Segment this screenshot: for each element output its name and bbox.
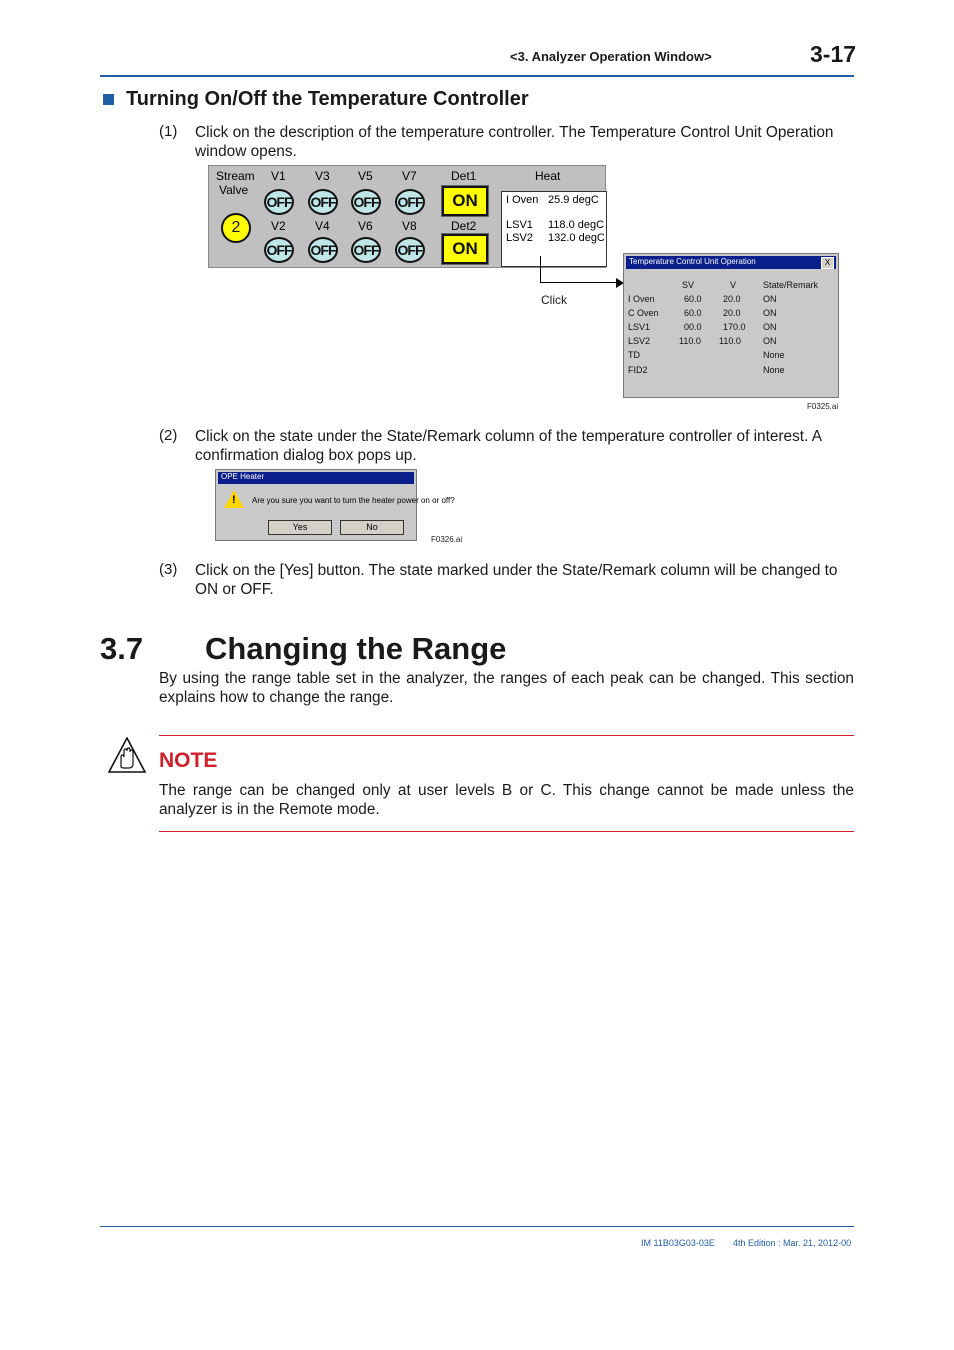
valve-label-v5: V5 [358, 169, 373, 183]
valve-v5-toggle[interactable]: OFF [351, 189, 381, 215]
heat-row-name: LSV2 [506, 232, 533, 244]
column-header: State/Remark [763, 280, 819, 290]
valve-v2-toggle[interactable]: OFF [264, 237, 294, 263]
valve-label: Valve [219, 183, 249, 197]
analyzer-control-panel [208, 165, 606, 268]
valve-v6-toggle[interactable]: OFF [351, 237, 381, 263]
step-text: Click on the state under the State/Remark column of the temperature controller of interest. A confirmation dialog box pops up. [195, 428, 822, 464]
valve-label-v4: V4 [315, 219, 330, 233]
chapter-number: 3.7 [100, 631, 144, 666]
state-value[interactable]: None [763, 350, 785, 360]
note-top-rule [159, 735, 854, 736]
det1-toggle[interactable]: ON [442, 186, 488, 216]
step-number: (1) [159, 123, 178, 140]
valve-label-v3: V3 [315, 169, 330, 183]
valve-v3-toggle[interactable]: OFF [308, 189, 338, 215]
heat-row-value: 118.0 degC [548, 219, 605, 231]
exclamation-icon: ! [232, 494, 236, 506]
heat-label: Heat [535, 169, 561, 183]
close-icon[interactable]: X [821, 257, 834, 269]
dialog-titlebar [218, 472, 414, 484]
heat-status-box[interactable] [501, 191, 607, 267]
step-text: Click on the description of the temperature controller. The Temperature Control Unit Operation window opens. [195, 124, 834, 160]
section-title: Turning On/Off the Temperature Controller [126, 88, 529, 110]
temperature-control-window [623, 253, 839, 398]
chapter-title: Changing the Range [205, 631, 507, 666]
dialog-title: OPE Heater [221, 472, 265, 481]
state-value[interactable]: ON [763, 294, 777, 304]
valve-label-v6: V6 [358, 219, 373, 233]
page-number: 3-17 [810, 41, 857, 67]
section-heading [103, 88, 529, 111]
step-number: (2) [159, 427, 178, 444]
note-text: The range can be changed only at user levels B or C. This change cannot be made unless the analyzer is in the Remote mode. [159, 782, 854, 818]
state-value[interactable]: ON [763, 322, 777, 332]
hand-warning-icon [108, 737, 146, 773]
heat-row-name: I Oven [506, 194, 539, 206]
window-titlebar [626, 256, 836, 269]
valve-v1-toggle[interactable]: OFF [264, 189, 294, 215]
controller-name[interactable]: TD [628, 350, 640, 360]
det1-label: Det1 [451, 169, 477, 183]
column-header: SV [682, 280, 695, 290]
heat-row-value: 132.0 degC [548, 232, 605, 244]
dialog-message: Are you sure you want to turn the heater power on or off? [252, 496, 455, 505]
valve-label-v1: V1 [271, 169, 286, 183]
state-value[interactable]: ON [763, 308, 777, 318]
chapter-heading [100, 631, 506, 667]
step-text: Click on the [Yes] button. The state marked under the State/Remark column will be changed to ON or OFF. [195, 562, 838, 598]
controller-name[interactable]: I Oven [628, 294, 655, 304]
controller-name[interactable]: LSV2 [628, 336, 651, 346]
valve-v4-toggle[interactable]: OFF [308, 237, 338, 263]
valve-label-v7: V7 [402, 169, 417, 183]
step-number: (3) [159, 561, 178, 578]
valve-label-v2: V2 [271, 219, 286, 233]
window-title: Temperature Control Unit Operation [629, 257, 756, 266]
figure-caption: F0326.ai [431, 535, 463, 544]
note-bottom-rule [159, 831, 854, 832]
footer-rule [100, 1226, 854, 1227]
edition-info: 4th Edition : Mar. 21, 2012-00 [733, 1238, 852, 1248]
v-value: 20.0 [723, 294, 741, 304]
controller-name[interactable]: C Oven [628, 308, 659, 318]
connector-line [540, 256, 541, 282]
sv-value: 60.0 [684, 294, 702, 304]
heat-row-value: 25.9 degC [548, 194, 599, 206]
document-id: IM 11B03G03-03E [641, 1238, 715, 1248]
figure-caption: F0325.ai [807, 402, 839, 411]
sv-value: 60.0 [684, 308, 702, 318]
det2-toggle[interactable]: ON [442, 234, 488, 264]
controller-name[interactable]: FID2 [628, 365, 648, 375]
stream-label: Stream [216, 169, 255, 183]
header-rule [100, 75, 854, 77]
state-value[interactable]: None [763, 365, 785, 375]
sv-value: 00.0 [684, 322, 702, 332]
chapter-header-label: <3. Analyzer Operation Window> [510, 49, 712, 64]
heat-row-name: LSV1 [506, 219, 533, 231]
sv-value: 110.0 [679, 336, 701, 346]
valve-v7-toggle[interactable]: OFF [395, 189, 425, 215]
valve-label-v8: V8 [402, 219, 417, 233]
det2-label: Det2 [451, 219, 477, 233]
valve-v8-toggle[interactable]: OFF [395, 237, 425, 263]
controller-name[interactable]: LSV1 [628, 322, 651, 332]
stream-selector[interactable]: 2 [221, 213, 251, 243]
v-value: 20.0 [723, 308, 741, 318]
note-label: NOTE [159, 749, 218, 772]
no-button[interactable]: No [340, 520, 404, 535]
v-value: 110.0 [719, 336, 741, 346]
chapter-intro: By using the range table set in the analyzer, the ranges of each peak can be changed. This section explains how to change the range. [159, 670, 854, 706]
click-annotation: Click [541, 293, 567, 307]
connector-line [540, 282, 618, 283]
v-value: 170.0 [723, 322, 746, 332]
square-bullet-icon [103, 94, 114, 105]
state-value[interactable]: ON [763, 336, 777, 346]
column-header: V [730, 280, 737, 290]
yes-button[interactable]: Yes [268, 520, 332, 535]
